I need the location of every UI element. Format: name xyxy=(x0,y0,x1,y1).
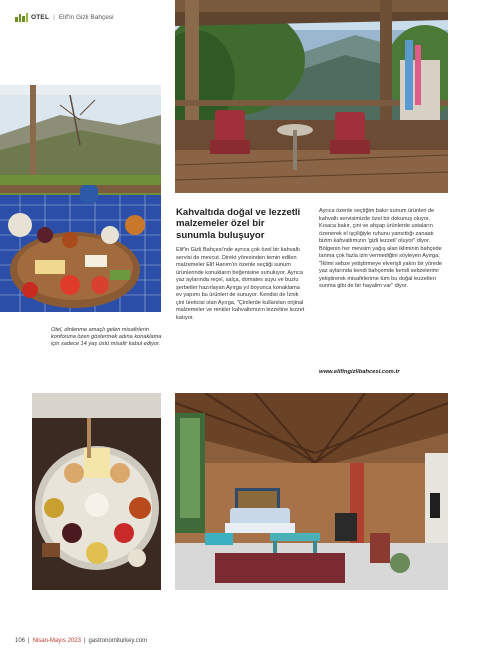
article-column-1: Elif'in Gizli Bahçesi'nde ayrıca çok özel bir kahvaltı servisi de mevcut. Direkt yöresinden temin edilen malzemeler Elif Hanım'ın özenle seçtiği sunum ürünlerinde konukların beğenisine sunuluyor. Ayrıca yaz aylarında reçel, salça, domates suyu ve buzlu şerbetler hazırlayan Ayırga yıl boyunca konaklama ev yapımı bu ürünleri de sunuyor. Kendisi de İznik çini üreticisi olan Ayırga, "Çinilerde kullanılan orijinal malzemeler ve renkler kahvaltımızın lezzetine lezzet katıyor. xyxy=(176,247,305,321)
footer-divider: | xyxy=(28,638,30,644)
page-number: 106 xyxy=(15,638,26,644)
cabin-interior-photo xyxy=(175,393,448,590)
issue-date: Nisan-Mayıs 2023 xyxy=(32,638,81,644)
section-header xyxy=(15,11,114,23)
page-footer xyxy=(15,638,147,644)
magazine-website: gastronomiturkey.com xyxy=(88,638,148,644)
footer-divider: | xyxy=(83,638,86,644)
article-title: Kahvaltıda doğal ve lezzetli malzemeler özel bir sunumla buluşuyor xyxy=(176,207,301,241)
article-column-2: Ayrıca özenle seçtiğim bakır sunum ürünleri de kahvaltı servisimizde özel bir dokunuş oluyor. Kısaca bakır, çini ve ahşap ürünlerde ustaların özenerek el işçiliğiyle ruhunu yansıttığı zanaatı bizim kahvaltımızın 'gizli lezzeti' oluyor" diyor. Bölgenin her mevsim yağış alan ikliminin bahçede tanma çok fazla izin vermediğini söyleyen Ayırga, "İklimi sebze yetiştirmeye elverişli yakın bir yörede yaz aylarında kendi bahçemde kendi sebzelerimi yetiştirerek misafirlerime tüm bu doğal lezzetleri sunma gibi de bir hayalim var" diyor. xyxy=(319,208,443,290)
photo-caption: Otel, dinlenme amaçlı gelen misafirlerin konforuna özen göstermek adına konaklama için sadece 14 yaş üstü misafir kabul ediyor. xyxy=(51,327,162,348)
website-link[interactable]: www.elifingizlibahcesi.com.tr xyxy=(319,369,400,375)
section-subtitle: Elif'in Gizli Bahçesi xyxy=(58,13,114,21)
header-divider: | xyxy=(53,13,55,21)
magazine-logo-icon xyxy=(15,13,28,22)
section-label: OTEL xyxy=(31,13,50,21)
breakfast-platter-photo xyxy=(32,393,161,590)
outdoor-breakfast-photo xyxy=(0,85,161,312)
terrace-photo xyxy=(175,0,448,193)
